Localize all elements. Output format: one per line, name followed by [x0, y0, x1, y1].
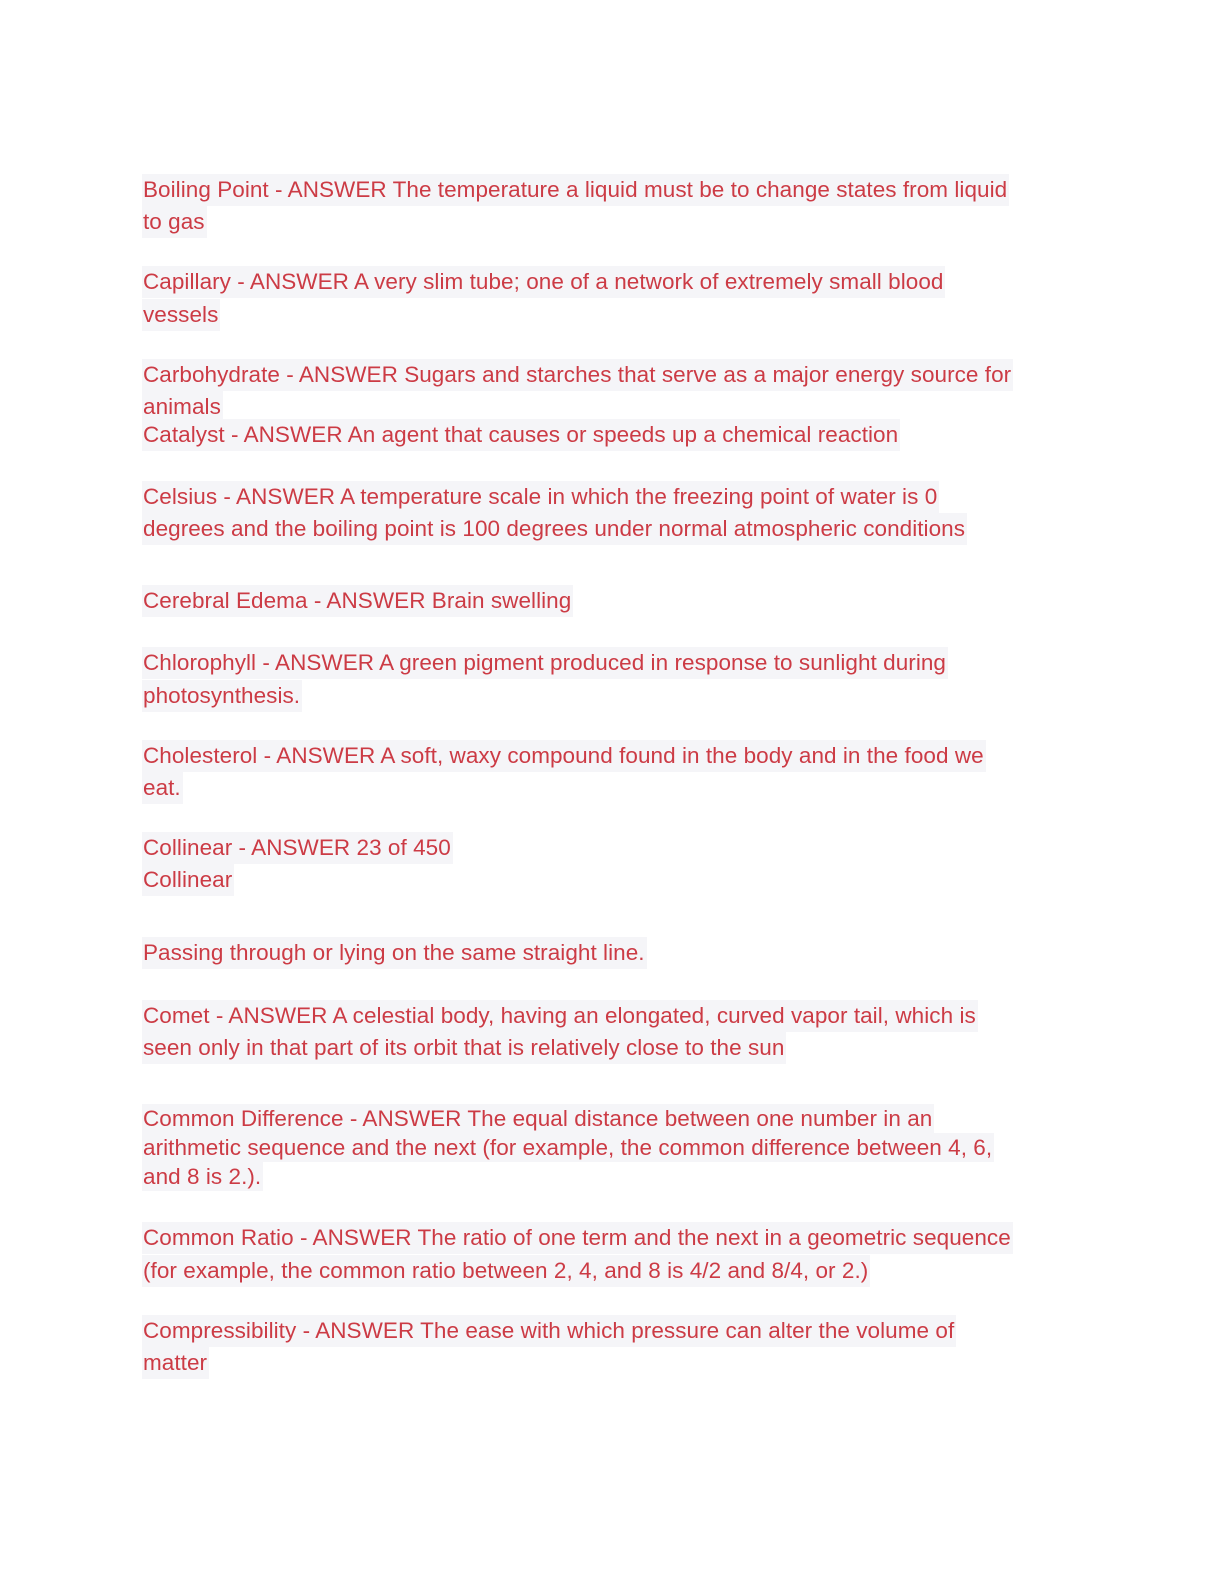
carbohydrate-line-1: Carbohydrate - ANSWER Sugars and starches that serve as a major energy source for [142, 359, 1013, 391]
cholesterol-line-2: eat. [142, 772, 183, 804]
comet-line-1: Comet - ANSWER A celestial body, having an elongated, curved vapor tail, which is [142, 1000, 978, 1032]
compressibility-line-1: Compressibility - ANSWER The ease with which pressure can alter the volume of [142, 1315, 956, 1347]
catalyst-line: Catalyst - ANSWER An agent that causes or speeds up a chemical reaction [142, 419, 900, 451]
comet-line-2: seen only in that part of its orbit that is relatively close to the sun [142, 1032, 786, 1064]
capillary-line-2: vessels [142, 299, 220, 331]
common-difference-line-3: and 8 is 2.). [143, 1164, 262, 1189]
common-difference-line-1: Common Difference - ANSWER The equal distance between one number in an [143, 1106, 933, 1131]
celsius-line-2: degrees and the boiling point is 100 degrees under normal atmospheric conditions [142, 513, 967, 545]
boiling-point-line-1: Boiling Point - ANSWER The temperature a liquid must be to change states from liquid [142, 174, 1009, 206]
collinear-definition-line: Passing through or lying on the same straight line. [142, 937, 647, 969]
carbohydrate-line-2: animals [142, 391, 223, 423]
collinear-line-1: Collinear - ANSWER 23 of 450 [142, 832, 453, 864]
chlorophyll-line-2: photosynthesis. [142, 680, 302, 712]
celsius-line-1: Celsius - ANSWER A temperature scale in which the freezing point of water is 0 [142, 481, 939, 513]
chlorophyll-line-1: Chlorophyll - ANSWER A green pigment produced in response to sunlight during [142, 647, 948, 679]
boiling-point-line-2: to gas [142, 206, 207, 238]
compressibility-line-2: matter [142, 1347, 209, 1379]
common-ratio-line-1: Common Ratio - ANSWER The ratio of one term and the next in a geometric sequence [142, 1222, 1013, 1254]
common-ratio-line-2: (for example, the common ratio between 2, 4, and 8 is 4/2 and 8/4, or 2.) [142, 1255, 870, 1287]
collinear-line-2: Collinear [142, 864, 234, 896]
cerebral-edema-line: Cerebral Edema - ANSWER Brain swelling [142, 585, 573, 617]
cholesterol-line-1: Cholesterol - ANSWER A soft, waxy compound found in the body and in the food we [142, 740, 986, 772]
common-difference-line-2: arithmetic sequence and the next (for example, the common difference between 4, 6, [143, 1135, 993, 1160]
capillary-line-1: Capillary - ANSWER A very slim tube; one of a network of extremely small blood [142, 266, 945, 298]
